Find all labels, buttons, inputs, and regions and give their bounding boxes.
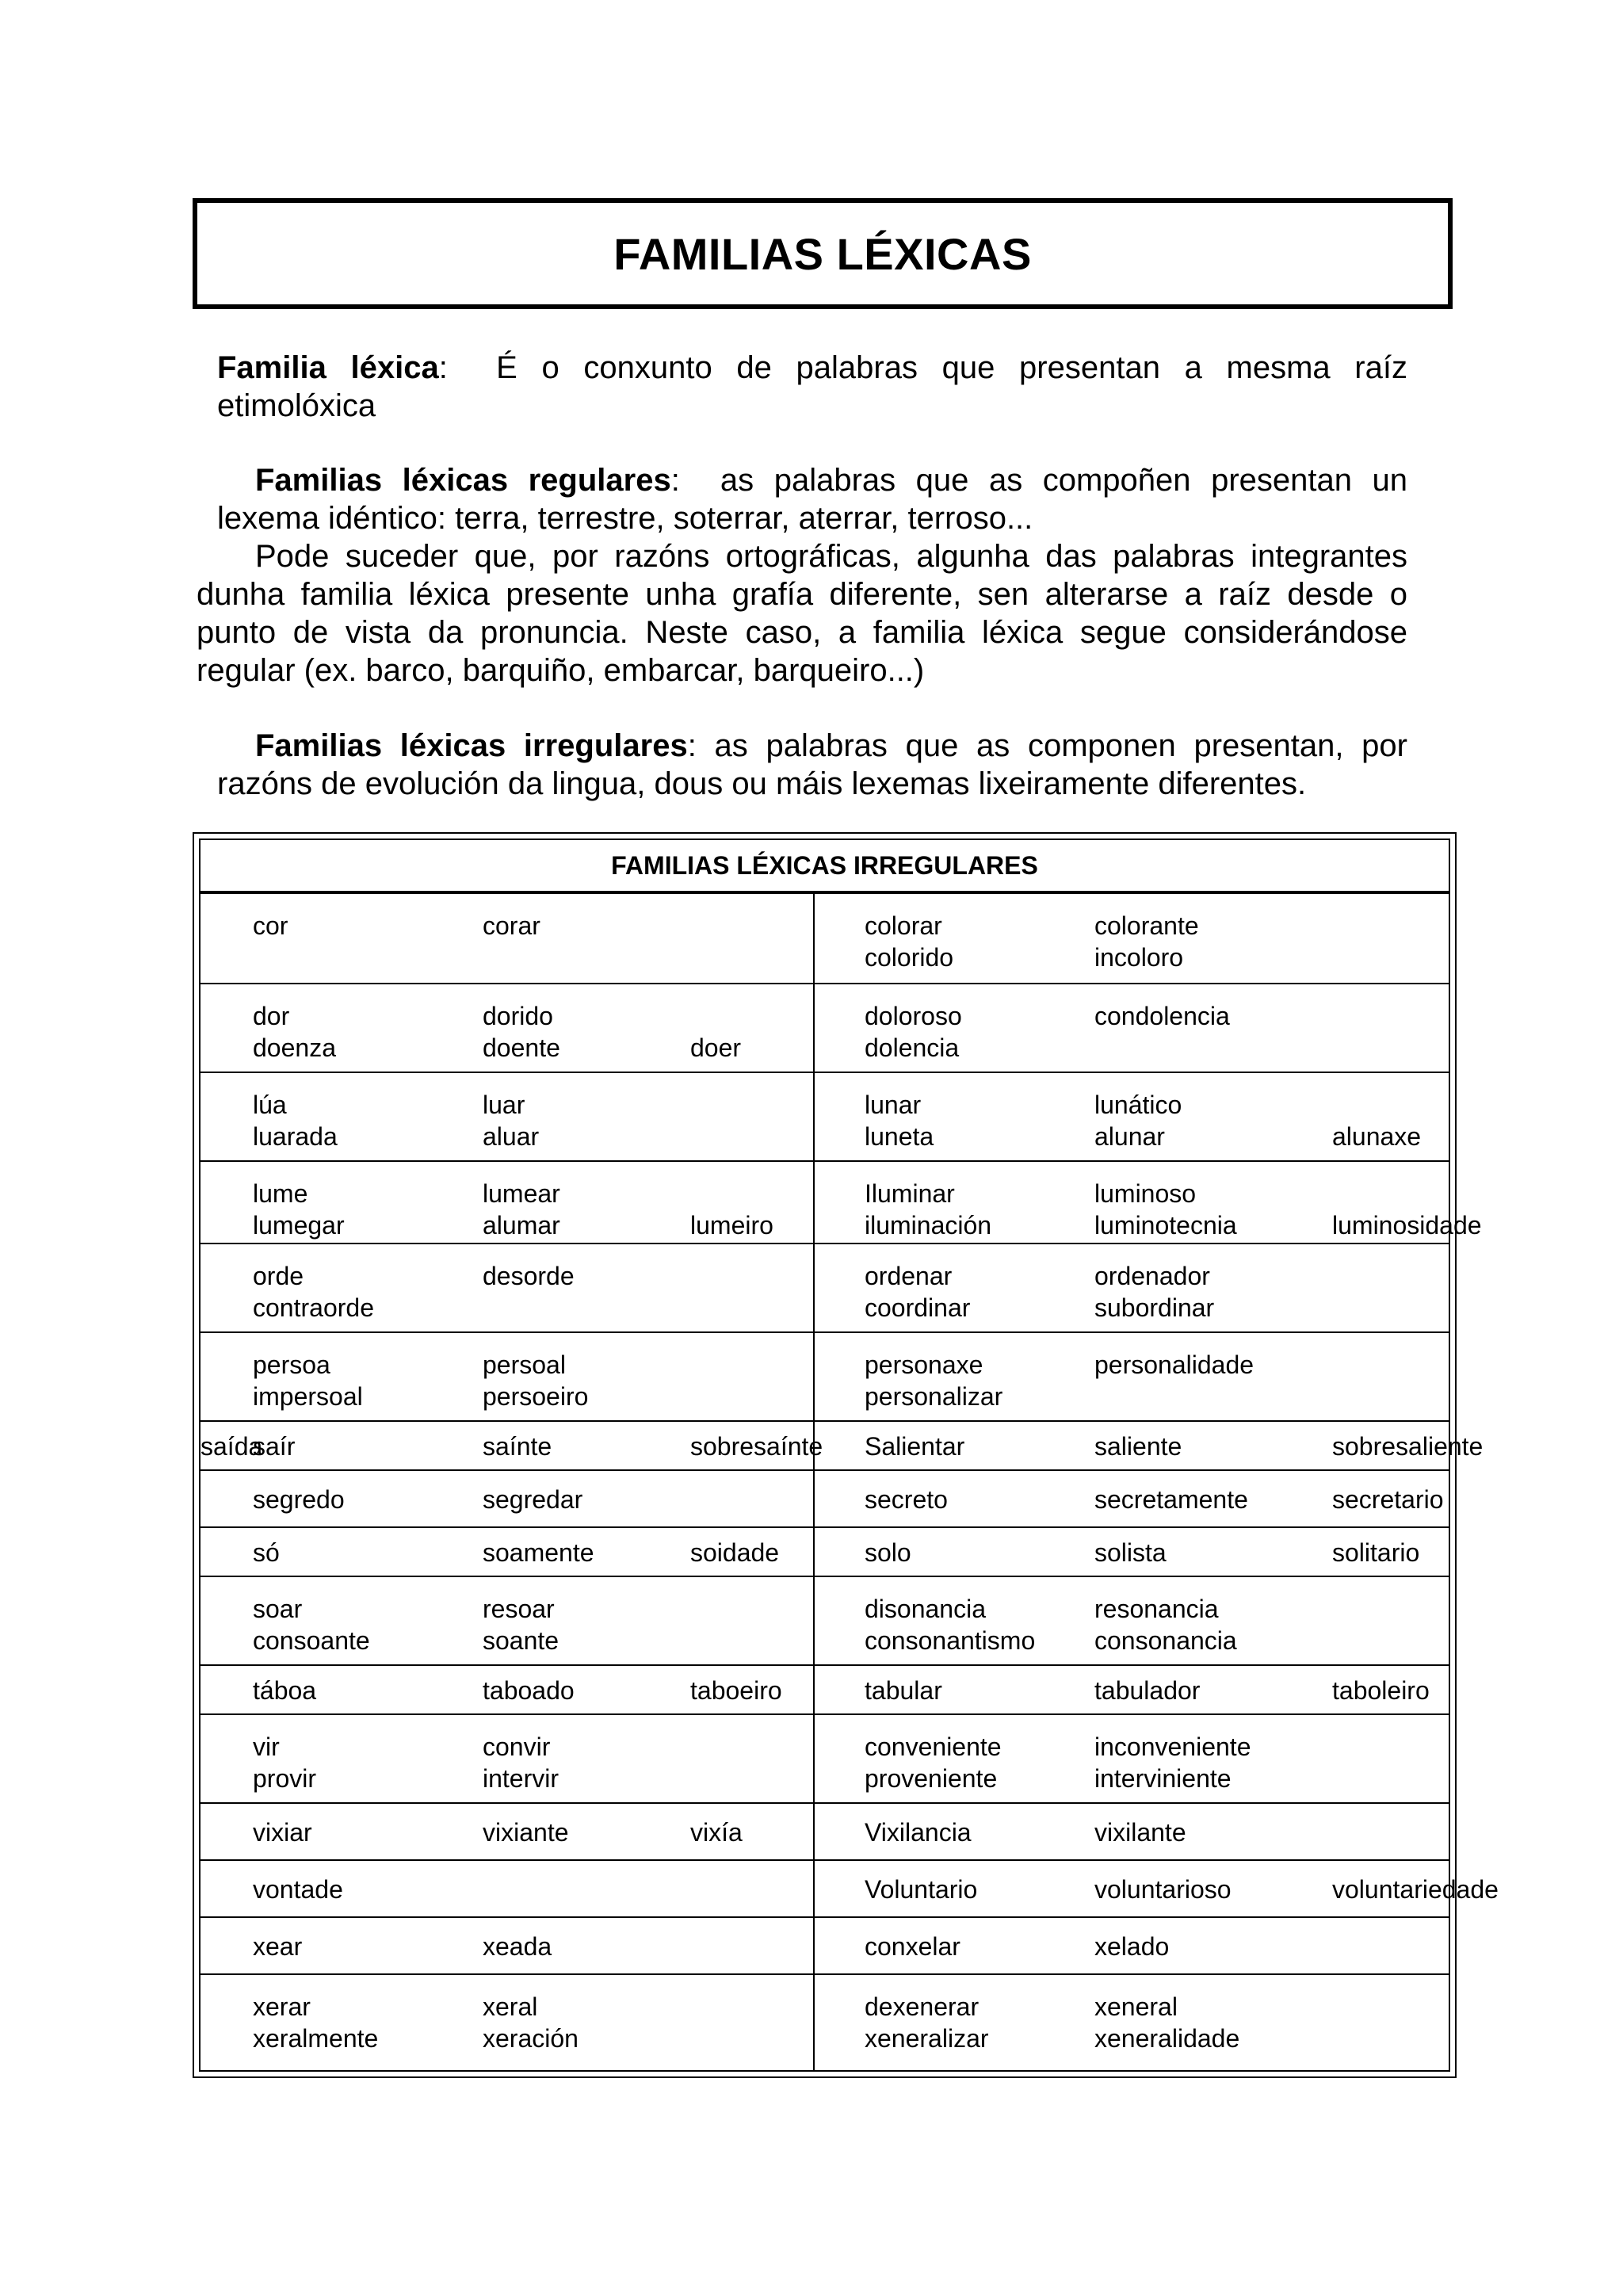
word-cell: solo	[865, 1538, 911, 1567]
table-row	[200, 983, 1449, 1073]
word-cell: doenza	[253, 1033, 336, 1062]
title-box	[193, 198, 1453, 309]
word-cell: vixilante	[1094, 1818, 1186, 1847]
word-cell: solista	[1094, 1538, 1167, 1567]
word-cell: persoa	[253, 1350, 330, 1379]
word-cell: proveniente	[865, 1764, 998, 1793]
word-cell: coordinar	[865, 1293, 971, 1322]
word-cell: xerar	[253, 1992, 311, 2021]
word-cell: personalizar	[865, 1382, 1003, 1411]
word-cell: doer	[690, 1033, 742, 1062]
word-cell: personaxe	[865, 1350, 983, 1379]
word-cell: xeralmente	[253, 2024, 379, 2053]
word-cell: lunático	[1094, 1091, 1182, 1119]
word-cell: taboleiro	[1332, 1676, 1430, 1705]
word-cell: consonantismo	[865, 1626, 1036, 1655]
word-cell: resonancia	[1094, 1595, 1219, 1623]
word-cell: soamente	[483, 1538, 594, 1567]
word-cell: doente	[483, 1033, 560, 1062]
word-cell: lumegar	[253, 1211, 345, 1240]
word-cell: dexenerar	[865, 1992, 980, 2021]
word-cell: impersoal	[253, 1382, 363, 1411]
word-cell: saínte	[483, 1432, 552, 1461]
word-cell: luminoso	[1094, 1179, 1197, 1208]
irregular-term: Familias léxicas irregulares	[255, 728, 688, 763]
table-row	[200, 1243, 1449, 1333]
table-row	[200, 1713, 1449, 1804]
word-cell: lúa	[253, 1091, 287, 1119]
word-cell: sobresaínte	[690, 1432, 823, 1461]
word-cell: orde	[253, 1262, 304, 1290]
word-cell: xeneral	[1094, 1992, 1178, 2021]
word-cell: xeneralidade	[1094, 2024, 1240, 2053]
word-cell: conveniente	[865, 1733, 1002, 1761]
regular-line-2: lexema idéntico: terra, terrestre, soterrar, aterrar, terroso...	[217, 501, 1033, 536]
irregular-line-1: as palabras que as componen presentan, por	[714, 728, 1407, 763]
word-cell: colorar	[865, 911, 942, 940]
word-cell: dor	[253, 1002, 290, 1030]
word-cell: xear	[253, 1932, 303, 1961]
word-cell: Iluminar	[865, 1179, 955, 1208]
word-cell: lumear	[483, 1179, 560, 1208]
word-cell: alunar	[1094, 1122, 1165, 1151]
table-heading: FAMILIAS LÉXICAS IRREGULARES	[200, 840, 1449, 894]
irregular-families-table	[193, 832, 1499, 2078]
word-cell: soar	[253, 1595, 303, 1623]
word-cell: soidade	[690, 1538, 780, 1567]
word-cell: lumeiro	[690, 1211, 773, 1240]
table-row	[200, 1331, 1449, 1422]
word-cell: Vixilancia	[865, 1818, 972, 1847]
word-cell: luarada	[253, 1122, 338, 1151]
word-cell: persoal	[483, 1350, 566, 1379]
word-cell: lunar	[865, 1091, 922, 1119]
regular-paragraph: Familias léxicas regulares: as palabras que as compoñen presentan un lexema idéntico: terra, terrestre, soterrar, aterrar, terroso...	[217, 463, 1408, 536]
word-cell: cor	[253, 911, 288, 940]
word-cell: desorde	[483, 1262, 575, 1290]
table-row	[200, 1160, 1482, 1244]
word-cell: iluminación	[865, 1211, 992, 1240]
regular-line-3: Pode suceder que, por razóns ortográficas, algunha das palabras integrantes	[255, 539, 1407, 574]
word-cell: saír	[253, 1432, 296, 1461]
word-cell: subordinar	[1094, 1293, 1215, 1322]
word-cell: conxelar	[865, 1932, 960, 1961]
word-cell: secretario	[1332, 1485, 1444, 1514]
table-row	[200, 1973, 1449, 2075]
word-cell: colorante	[1094, 911, 1199, 940]
word-cell: dolencia	[865, 1033, 960, 1062]
word-cell: soante	[483, 1626, 559, 1655]
word-cell: taboado	[483, 1676, 575, 1705]
word-cell: vontade	[253, 1875, 343, 1904]
word-cell: tabulador	[1094, 1676, 1201, 1705]
irregular-line-2: razóns de evolución da lingua, dous ou máis lexemas lixeiramente diferentes.	[217, 766, 1307, 801]
word-cell: solitario	[1332, 1538, 1420, 1567]
word-cell: persoeiro	[483, 1382, 589, 1411]
word-cell: luar	[483, 1091, 525, 1119]
word-cell: vixiante	[483, 1818, 569, 1847]
word-cell: xeada	[483, 1932, 552, 1961]
word-cell: xelado	[1094, 1932, 1170, 1961]
word-cell: dorido	[483, 1002, 553, 1030]
definition-paragraph: Familia léxica: É o conxunto de palabras que presentan a mesma raíz etimolóxica	[217, 350, 1407, 423]
word-cell: consoante	[253, 1626, 370, 1655]
word-cell: saída	[200, 1432, 263, 1461]
definition-line-2: etimolóxica	[217, 388, 376, 423]
irregular-paragraph: Familias léxicas irregulares: as palabras que as componen presentan, por razóns de evolución da lingua, dous ou máis lexemas lixeiramente diferentes.	[217, 728, 1407, 801]
word-cell: alunaxe	[1332, 1122, 1422, 1151]
word-cell: aluar	[483, 1122, 540, 1151]
table-row	[200, 1420, 1484, 1471]
word-cell: disonancia	[865, 1595, 986, 1623]
word-cell: vixía	[690, 1818, 743, 1847]
regular-line-4: dunha familia léxica presente unha grafía diferente, sen alterarse a raíz desde o	[197, 577, 1407, 612]
word-cell: voluntariedade	[1332, 1875, 1499, 1904]
word-cell: ordenar	[865, 1262, 953, 1290]
definition-line-1: É o conxunto de palabras que presentan a mesma raíz	[496, 350, 1407, 385]
word-cell: interviniente	[1094, 1764, 1232, 1793]
word-cell: lume	[253, 1179, 308, 1208]
word-cell: corar	[483, 911, 540, 940]
definition-term: Familia léxica	[217, 350, 439, 385]
page-title: FAMILIAS LÉXICAS	[613, 228, 1032, 279]
table-row	[200, 1576, 1449, 1666]
word-cell: contraorde	[253, 1293, 374, 1322]
word-cell: ordenador	[1094, 1262, 1210, 1290]
table-row	[200, 1526, 1449, 1577]
word-cell: consonancia	[1094, 1626, 1237, 1655]
table-row	[200, 1859, 1499, 1918]
word-cell: táboa	[253, 1676, 317, 1705]
regular-line-5: punto de vista da pronuncia. Neste caso, a familia léxica segue considerándose	[197, 615, 1407, 650]
word-cell: vir	[253, 1733, 280, 1761]
table-row	[200, 1916, 1449, 1975]
word-cell: incoloro	[1094, 943, 1184, 972]
word-cell: tabular	[865, 1676, 942, 1705]
word-cell: personalidade	[1094, 1350, 1254, 1379]
word-cell: provir	[253, 1764, 317, 1793]
word-cell: alumar	[483, 1211, 560, 1240]
word-cell: convir	[483, 1733, 551, 1761]
regular-note-paragraph	[197, 537, 1407, 690]
word-cell: secreto	[865, 1485, 948, 1514]
word-cell: segredar	[483, 1485, 583, 1514]
table-row	[200, 1664, 1449, 1715]
word-cell: colorido	[865, 943, 954, 972]
word-cell: Voluntario	[865, 1875, 978, 1904]
word-cell: segredo	[253, 1485, 345, 1514]
word-cell: xeral	[483, 1992, 538, 2021]
table-row	[200, 894, 1449, 983]
word-cell: só	[253, 1538, 280, 1567]
word-cell: inconveniente	[1094, 1733, 1251, 1761]
word-cell: xeración	[483, 2024, 579, 2053]
word-cell: luminotecnia	[1094, 1211, 1237, 1240]
word-cell: voluntarioso	[1094, 1875, 1232, 1904]
word-cell: vixiar	[253, 1818, 312, 1847]
table-row	[200, 1072, 1449, 1162]
word-cell: luminosidade	[1332, 1211, 1482, 1240]
word-cell: secretamente	[1094, 1485, 1248, 1514]
word-cell: condolencia	[1094, 1002, 1230, 1030]
word-cell: doloroso	[865, 1002, 962, 1030]
word-cell: luneta	[865, 1122, 934, 1151]
table-row	[200, 1469, 1449, 1528]
regular-line-1: as palabras que as compoñen presentan un	[720, 463, 1408, 498]
word-cell: resoar	[483, 1595, 555, 1623]
word-cell: sobresaliente	[1332, 1432, 1484, 1461]
regular-line-6: regular (ex. barco, barquiño, embarcar, barqueiro...)	[197, 653, 925, 688]
word-cell: taboeiro	[690, 1676, 782, 1705]
word-cell: intervir	[483, 1764, 559, 1793]
word-cell: saliente	[1094, 1432, 1182, 1461]
word-cell: Salientar	[865, 1432, 965, 1461]
table-inner-frame	[199, 839, 1499, 2072]
table-row	[200, 1802, 1449, 1861]
word-cell: xeneralizar	[865, 2024, 989, 2053]
regular-term: Familias léxicas regulares	[255, 463, 671, 498]
